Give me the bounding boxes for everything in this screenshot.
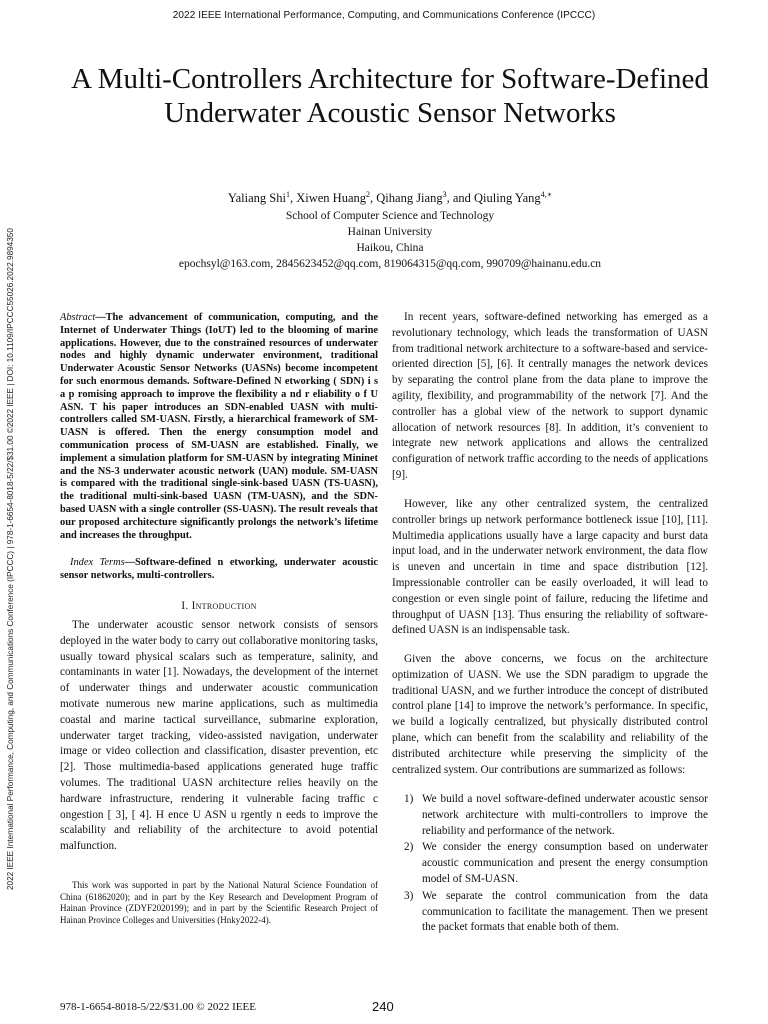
contributions-list xyxy=(392,792,708,937)
index-terms-text: —Software-defined n etworking, underwater acoustic sensor networks, multi-controllers. xyxy=(60,557,379,581)
author-4-mark: 4,∗ xyxy=(540,190,553,199)
conference-header: 2022 IEEE International Performance, Computing, and Communications Conference (IPCCC) xyxy=(172,10,596,21)
list-item-text: We consider the energy consumption based on underwater acoustic communication and present the energy consumption model of SM-UASN. xyxy=(422,841,708,885)
right-paragraph-1: In recent years, software-defined networking has emerged as a revolutionary technology, which leads the transformation of UASN from traditional network architecture to a software-based and service-oriented direction [5], [6]. It centrally manages the network devices by separating the control plane from the data plane to improve the agility, flexibility, and programmability of the network [7]. And the controller has a global view of the network to support dynamic allocation of network resources [8]. In addition, it’s convenient to integrate new network applications and allows the centralized configuration of network traffic according to the needs of applications [9]. xyxy=(392,311,708,481)
author-3-mark: 3 xyxy=(442,190,447,199)
author-3: Qihang Jiang xyxy=(376,191,443,206)
footer-copyright: 978-1-6654-8018-5/22/$31.00 © 2022 IEEE xyxy=(60,1001,256,1013)
index-terms-label: Index Terms xyxy=(70,557,125,568)
abstract-label: Abstract xyxy=(60,312,96,323)
author-line: Yaliang Shi$^1$, Xiwen Huang$^2$, Qihang Jiang$^3$, and Qiuling Yang$^{4,∗}$ xyxy=(227,190,553,206)
list-item xyxy=(392,840,708,887)
side-doi-text: 2022 IEEE International Performance, Computing, and Communications Conference (IPCCC) | 978-1-6654-8018-5/22/$31.00 ©2022 IEEE | DOI: 10.1109/IPCCC55026.2022.9894350 xyxy=(6,228,15,890)
section-number: I. xyxy=(181,600,189,612)
list-item-text: We separate the control communication from the data communication to facilitate the management. Then we present the packet formats that enable both of them. xyxy=(422,889,708,934)
author-emails: epochsyl@163.com, 2845623452@qq.com, 819064315@qq.com, 990709@hainanu.edu.cn xyxy=(178,258,602,270)
affiliation-city: Haikou, China xyxy=(356,242,424,254)
affiliation-university: Hainan University xyxy=(347,226,433,238)
list-item-number: 2) xyxy=(404,841,414,854)
page-number: 240 xyxy=(372,999,394,1014)
right-paragraph-3: Given the above concerns, we focus on the architecture optimization of UASN. We use the SDN paradigm to upgrade the traditional UASN, and we further introduce the concept of distributed control plane [14] to improve the network’s performance. In specific, we build a logically centralized, but physically distributed control plane, which can benefit from the scalability and reliability of the distributed architecture while preserving the simplicity of the centralized system. Our contributions are summarized as follows: xyxy=(392,653,708,776)
list-item xyxy=(392,792,708,839)
list-item-text: We build a novel software-defined underwater acoustic sensor network architecture with multi-controllers to improve the reliability and performance of the network. xyxy=(422,793,708,837)
affiliation-school: School of Computer Science and Technology xyxy=(285,210,495,222)
section-title: Introduction xyxy=(191,600,257,612)
list-item xyxy=(392,889,708,936)
right-paragraph-2: However, like any other centralized system, the centralized controller brings up network performance bottleneck issue [10], [11]. Multimedia applications usually have a large capacity and burst data input load, and in the underwater network environment, the data flow is uneven and uncertain in time and space distribution [12]. Impressionable controller can be easily overloaded, it will lead to congestion or even single point of failure, reducing the lifetime and throughput of UASN [13]. Thus ensuring the reliability of software-defined UASN is an indispensable task. xyxy=(392,498,708,637)
abstract xyxy=(60,312,378,542)
author-4: and Qiuling Yang xyxy=(452,191,541,206)
author-2: Xiwen Huang xyxy=(296,191,367,206)
intro-paragraph: The underwater acoustic sensor network consists of sensors deployed in the water body to carry out collaborative monitoring tasks, usually toward physical scalars such as temperature, salinity, and contaminants in water [1]. Nowadays, the development of the internet of underwater things and underwater acoustic communication motivate numerous new marine applications, such as multimedia coastal and marine tactical surveillance, submarine exploration, underwater target tracking, video-assisted navigation, underwater image or video collection and classification, disaster prevention, etc [2]. Those multimedia-based applications generated huge traffic volumes. The traditional UASN architecture relies heavily on the hardware infrastructure, rendering it vulnerable facing traffic c ongestion [ 3], [ 4]. H ence U ASN u rgently n eeds to improve the scalability and reliability of the architecture to avoid potential malfunction. xyxy=(60,619,378,853)
paper-title: A Multi-Controllers Architecture for Software-Defined Underwater Acoustic Sensor Networks xyxy=(71,63,709,129)
section-heading-introduction xyxy=(60,600,378,612)
funding-footnote: This work was supported in part by the National Natural Science Foundation of China (61862020); and in part by the Key Research and Development Program of Hainan Province (ZDYF2020199); and in part by the Scientific Research Project of Hainan Province Colleges and Universities (Hnky2022-4). xyxy=(60,880,378,925)
author-1: Yaliang Shi xyxy=(227,191,286,206)
list-item-number: 3) xyxy=(404,889,414,902)
list-item-number: 1) xyxy=(404,793,414,805)
index-terms xyxy=(60,557,378,583)
author-1-mark: 1 xyxy=(285,190,290,199)
author-2-mark: 2 xyxy=(366,190,371,199)
abstract-text: —The advancement of communication, computing, and the Internet of Underwater Things (IoUT) led to the blooming of marine applications. However, due to the constrained resources of underwater nodes and highly dynamic underwater environment, traditional Underwater Acoustic Sensor Networks (UASNs) become incompetent for such enormous demands. Software-Defined N etworking ( SDN) i s a p romising approach to improve the flexibility a nd r eliability o f U ASN. T his paper introduces an SDN-enabled UASN with multi-controllers called SM-UASN. Firstly, a hierarchical framework of SM-UASN is offered. Then the energy consumption model and communication process of SM-UASN are established. Finally, we implement a simulation platform for SM-UASN by integrating Mininet and the NS-3 underwater acoustic network (UAN) module. SM-UASN is compared with the traditional single-sink-based UASN (TS-UASN), the traditional multi-sink-based UASN (TM-UASN), and the SDN-based UASN with a single controller (SS-UASN). The result reveals that our proposed architecture significantly prolongs the network’s lifetime and increases the throughput. xyxy=(60,312,378,541)
side-doi-strip xyxy=(6,128,20,890)
